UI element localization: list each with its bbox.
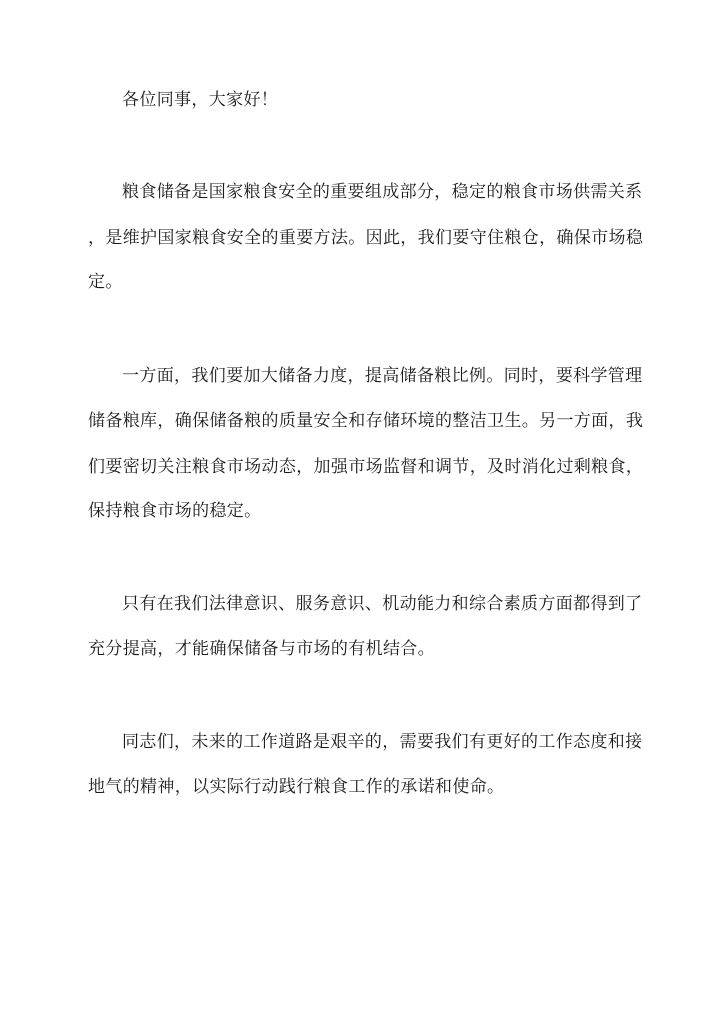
paragraph-4-line-2: 充分提高，才能确保储备与市场的有机结合。 — [88, 639, 435, 659]
paragraph-2-line-3: 定。 — [88, 272, 123, 292]
greeting-line: 各位同事，大家好！ — [122, 90, 279, 110]
paragraph-3-line-3: 们要密切关注粮食市场动态，加强市场监督和调节，及时消化过剩粮食， — [88, 457, 644, 477]
paragraph-2-line-2: ，是维护国家粮食安全的重要方法。因此，我们要守住粮仓，确保市场稳 — [88, 228, 644, 248]
paragraph-2-line-1: 粮食储备是国家粮食安全的重要组成部分，稳定的粮食市场供需关系 — [122, 182, 643, 202]
paragraph-4-line-1: 只有在我们法律意识、服务意识、机动能力和综合素质方面都得到了 — [122, 594, 643, 614]
paragraph-3-line-1: 一方面，我们要加大储备力度，提高储备粮比例。同时，要科学管理 — [122, 366, 643, 386]
paragraph-5-line-2: 地气的精神，以实际行动践行粮食工作的承诺和使命。 — [88, 777, 505, 797]
paragraph-5-line-1: 同志们，未来的工作道路是艰辛的，需要我们有更好的工作态度和接 — [122, 732, 643, 752]
paragraph-3-line-2: 储备粮库，确保储备粮的质量安全和存储环境的整洁卫生。另一方面，我 — [88, 411, 644, 431]
paragraph-3-line-4: 保持粮食市场的稳定。 — [88, 501, 262, 521]
